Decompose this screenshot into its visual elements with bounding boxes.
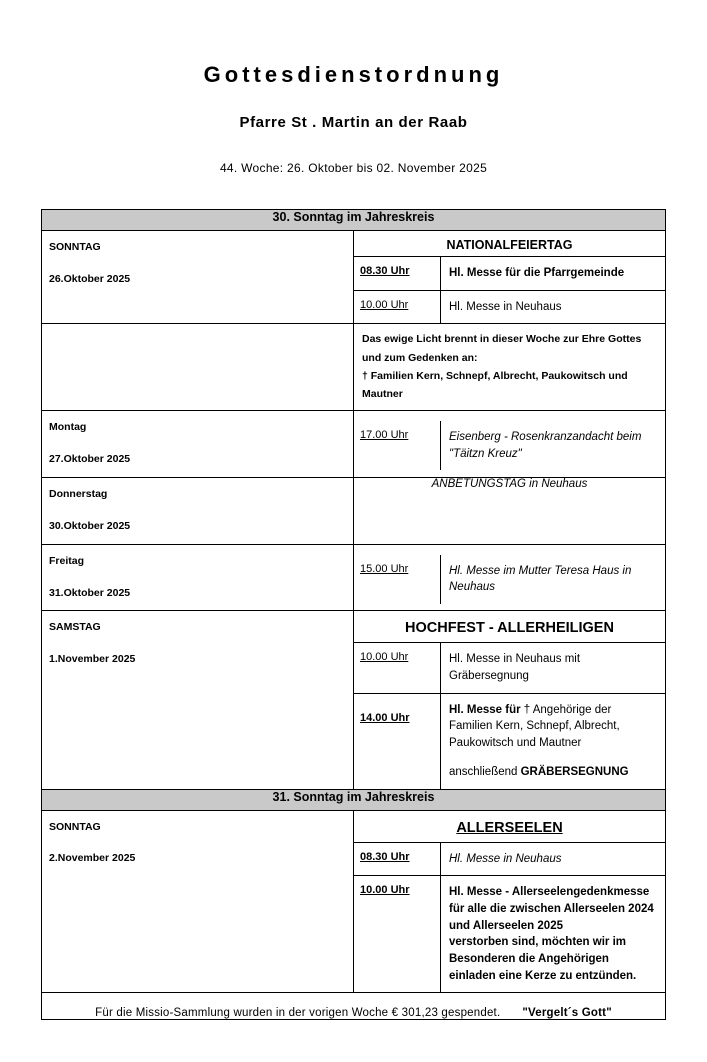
event-row xyxy=(354,693,665,789)
day-date: 31.Oktober 2025 xyxy=(49,586,131,599)
event-row xyxy=(354,842,665,876)
section-band-row xyxy=(42,210,666,231)
event-time: 10.00 Uhr xyxy=(360,298,409,311)
event-description: Hl. Messe in Neuhaus xyxy=(440,291,665,324)
day-cell-empty xyxy=(42,324,354,411)
event-desc-line: für alle die zwischen Allerseelen 2024 und Allerseelen 2025 xyxy=(449,902,654,932)
event-time: 10.00 Uhr xyxy=(360,651,409,664)
footer-row xyxy=(42,993,666,1020)
day-date: 26.Oktober 2025 xyxy=(49,272,131,285)
eternal-light-note xyxy=(354,324,666,411)
schedule-table xyxy=(41,209,666,1020)
event-description: Hl. Messe in Neuhaus xyxy=(440,843,665,876)
footer-note xyxy=(42,1007,665,1019)
event-desc-bold-2: GRÄBERSEGNUNG xyxy=(520,765,629,778)
day-name: Montag xyxy=(49,420,87,433)
table-row xyxy=(42,810,666,993)
table-row xyxy=(42,324,666,411)
day-name: SONNTAG xyxy=(49,820,101,833)
section-band-31: 31. Sonntag im Jahreskreis xyxy=(42,789,666,810)
event-desc-rest: † Angehörige der Familien Kern, Schnepf, Albrecht, Paukowitsch und Mautner xyxy=(449,703,620,750)
day-date: 2.November 2025 xyxy=(49,852,136,865)
event-row xyxy=(354,545,665,604)
table-row xyxy=(42,544,666,611)
table-row xyxy=(42,611,666,789)
event-description xyxy=(440,694,665,789)
day-content-sunday26 xyxy=(354,231,666,324)
day-name: SONNTAG xyxy=(49,241,101,253)
event-time: 15.00 Uhr xyxy=(360,562,409,575)
day-name: Freitag xyxy=(49,554,85,567)
page-title: Gottesdienstordnung xyxy=(203,62,504,87)
event-description xyxy=(440,876,665,992)
day-content-thursday30: ANBETUNGSTAG in Neuhaus xyxy=(354,477,666,544)
event-desc-pre: anschließend xyxy=(449,765,521,778)
day-date: 1.November 2025 xyxy=(49,653,136,666)
event-desc-line: einladen eine Kerze zu entzünden. xyxy=(449,969,637,982)
event-time: 10.00 Uhr xyxy=(360,884,410,897)
day-cell-sunday26 xyxy=(42,231,354,324)
event-desc-line: Hl. Messe - Allerseelengedenkmesse xyxy=(449,886,650,899)
day-cell-sunday2 xyxy=(42,810,354,993)
day-name: Donnerstag xyxy=(49,487,108,500)
event-desc-line xyxy=(449,702,657,752)
footer-text: Für die Missio-Sammlung wurden in der vorigen Woche € 301,23 gespendet. xyxy=(95,1007,501,1020)
event-time: 08.30 Uhr xyxy=(360,850,410,863)
day-content-friday31 xyxy=(354,544,666,611)
event-description: Eisenberg - Rosenkranzandacht beim "Täitzn Kreuz" xyxy=(440,421,665,470)
document-page xyxy=(0,62,707,1062)
day-cell-friday31 xyxy=(42,544,354,611)
day-date: 27.Oktober 2025 xyxy=(49,452,131,465)
event-description: Hl. Messe für die Pfarrgemeinde xyxy=(440,257,665,290)
event-row xyxy=(354,290,665,324)
note-line-2: † Familien Kern, Schnepf, Albrecht, Paukowitsch und Mautner xyxy=(362,370,628,401)
footer-blessing: "Vergelt´s Gott" xyxy=(522,1007,612,1020)
headline-allerseelen: ALLERSEELEN xyxy=(456,819,563,836)
event-row xyxy=(354,256,665,290)
table-row xyxy=(42,410,666,477)
event-time: 14.00 Uhr xyxy=(360,711,410,724)
parish-name: Pfarre St . Martin an der Raab xyxy=(239,114,468,131)
event-row xyxy=(354,411,665,470)
event-time: 08.30 Uhr xyxy=(360,265,410,277)
table-row xyxy=(42,231,666,324)
headline-nationalfeiertag: NATIONALFEIERTAG xyxy=(446,238,573,252)
event-desc-line: verstorben sind, möchten wir im Besonderen die Angehörigen xyxy=(449,936,627,965)
event-time: 17.00 Uhr xyxy=(360,428,409,441)
footer-cell xyxy=(42,993,666,1020)
week-range: 44. Woche: 26. Oktober bis 02. November 2025 xyxy=(219,161,488,175)
event-desc-line xyxy=(449,764,657,781)
day-content-monday27 xyxy=(354,410,666,477)
event-row xyxy=(354,642,665,692)
section-band-row-2 xyxy=(42,789,666,810)
table-row xyxy=(42,477,666,544)
day-cell-thursday30 xyxy=(42,477,354,544)
note-line-1: Das ewige Licht brennt in dieser Woche zur Ehre Gottes und zum Gedenken an: xyxy=(362,333,642,364)
event-desc-bold: Hl. Messe für xyxy=(449,703,521,716)
day-cell-saturday1 xyxy=(42,611,354,789)
day-date: 30.Oktober 2025 xyxy=(49,519,131,532)
day-cell-monday27 xyxy=(42,410,354,477)
event-row xyxy=(354,875,665,992)
event-description: Hl. Messe in Neuhaus mit Gräbersegnung xyxy=(440,643,665,692)
event-description: Hl. Messe im Mutter Teresa Haus in Neuhaus xyxy=(440,555,665,604)
section-band-30: 30. Sonntag im Jahreskreis xyxy=(42,210,666,231)
day-content-saturday1 xyxy=(354,611,666,789)
headline-hochfest: HOCHFEST - ALLERHEILIGEN xyxy=(405,620,614,637)
day-content-sunday2 xyxy=(354,810,666,993)
day-name: SAMSTAG xyxy=(49,621,101,634)
